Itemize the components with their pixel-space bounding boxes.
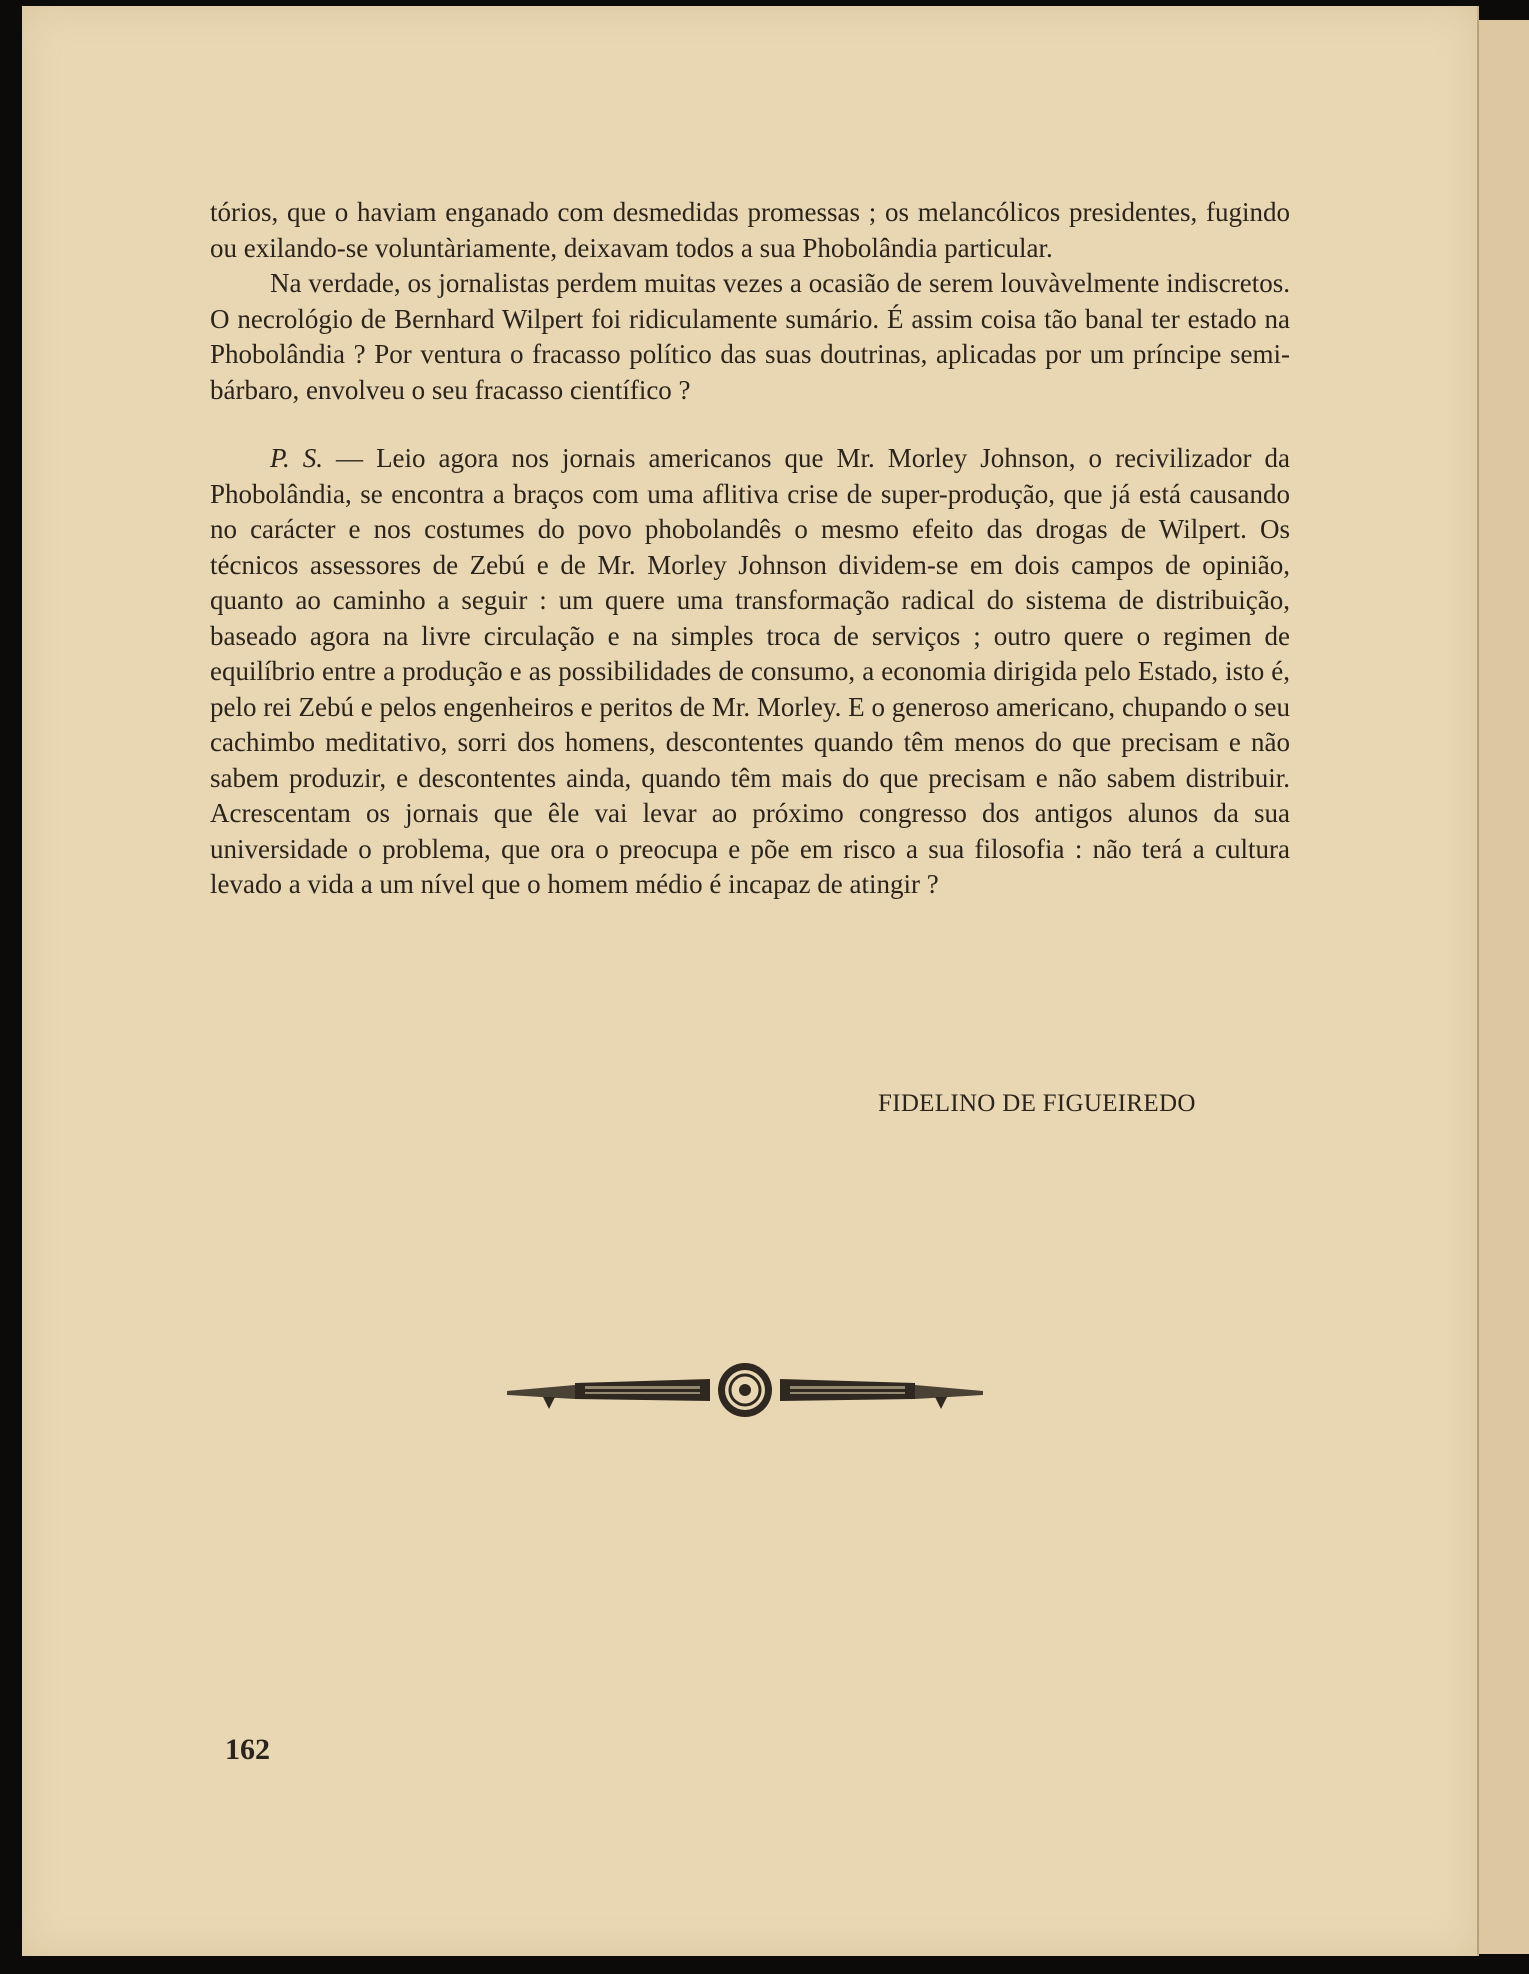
paragraph-1: tórios, que o haviam enganado com desmedidas promessas ; os melancólicos presidentes, fugindo ou exilando-se voluntàriamente, deixavam todos a sua Phobolândia particular.: [210, 197, 1290, 263]
body-text: [210, 195, 1290, 903]
decorative-rule-ornament-icon: [505, 1357, 985, 1417]
postscript-label: P. S.: [270, 443, 324, 473]
paragraph-2: Na verdade, os jornalistas perdem muitas vezes a ocasião de serem louvàvelmente indiscretos. O necrológio de Bernhard Wilpert foi ridiculamente sumário. É assim coisa tão banal ter estado na Phobolândia ? Por ventura o fracasso político das suas doutrinas, aplicadas por um príncipe semi-bárbaro, envolveu o seu fracasso científico ?: [210, 268, 1290, 405]
postscript-paragraph: [210, 441, 1290, 903]
postscript-text: — Leio agora nos jornais americanos que Mr. Morley Johnson, o recivilizador da Phobolândia, se encontra a braços com uma aflitiva crise de super-produção, que já está causando no carácter e nos costumes do povo phobolandês o mesmo efeito das drogas de Wilpert. Os técnicos assessores de Zebú e de Mr. Morley Johnson dividem-se em dois campos de opinião, quanto ao caminho a seguir : um quere uma transformação radical do sistema de distribuição, baseado agora na livre circulação e na simples troca de serviços ; outro quere o regimen de equilíbrio entre a produção e as possibilidades de consumo, a economia dirigida pelo Estado, isto é, pelo rei Zebú e pelos engenheiros e peritos de Mr. Morley. E o generoso americano, chupando o seu cachimbo meditativo, sorri dos homens, descontentes quando têm menos do que precisam e não sabem produzir, e descontentes ainda, quando têm mais do que precisam e não sabem distribuir. Acrescentam os jornais que êle vai levar ao próximo congresso dos antigos alunos da sua universidade o problema, que ora o preocupa e põe em risco a sua filosofia : não terá a cultura levado a vida a um nível que o homem médio é incapaz de atingir ?: [210, 443, 1290, 899]
author-signature: FIDELINO DE FIGUEIREDO: [878, 1090, 1196, 1117]
page-number: 162: [225, 1733, 270, 1766]
adjacent-page-edge: [1477, 20, 1529, 1954]
